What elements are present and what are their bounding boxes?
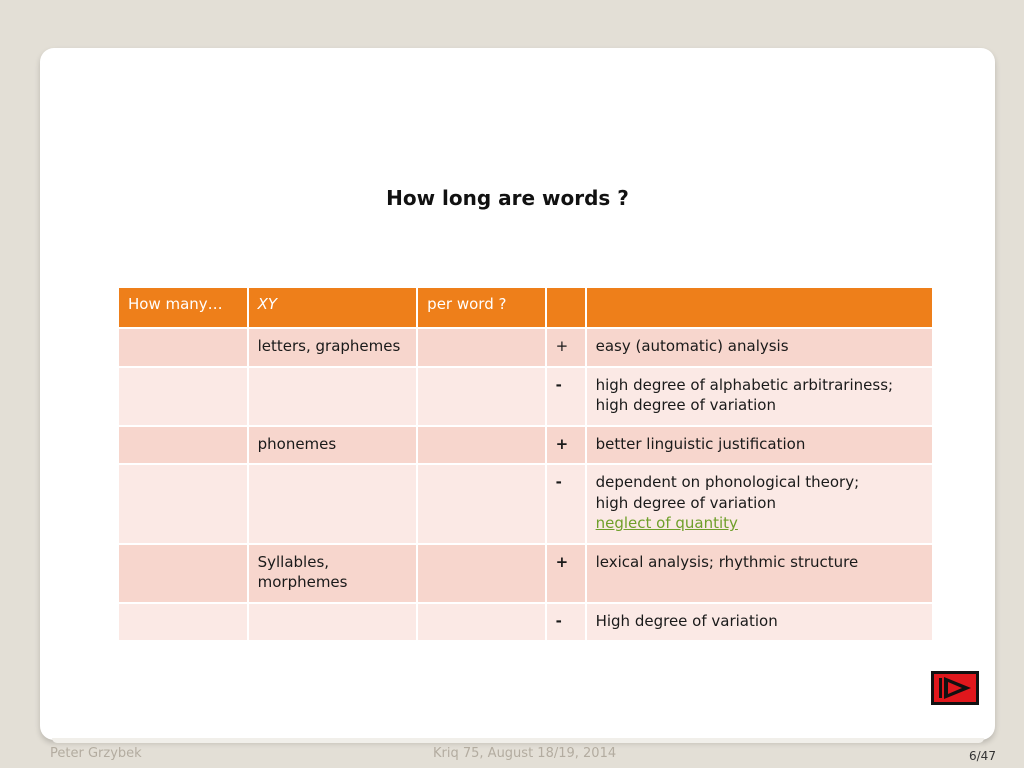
table-row	[118, 464, 933, 544]
cell-per	[417, 328, 545, 367]
neglect-of-quantity-link[interactable]: neglect of quantity	[595, 514, 738, 532]
slide-title: How long are words ?	[386, 186, 629, 210]
cell-unit	[118, 328, 248, 367]
cell-sign: -	[546, 464, 586, 544]
header-note	[586, 287, 933, 328]
table-row	[118, 328, 933, 367]
slide-shadow-band	[52, 738, 984, 743]
cell-what: letters, graphemes	[248, 328, 418, 367]
cell-note	[586, 328, 933, 367]
cell-unit	[118, 603, 248, 642]
footer-author: Peter Grzybek	[50, 746, 142, 761]
header-xy: XY	[248, 287, 418, 328]
cell-sign: +	[546, 328, 586, 367]
note-line: high degree of variation	[595, 396, 776, 414]
cell-what	[248, 464, 418, 544]
next-slide-button[interactable]	[931, 671, 979, 705]
table-row	[118, 426, 933, 465]
table-row	[118, 367, 933, 426]
note-line: high degree of alphabetic arbitrariness;	[595, 375, 894, 394]
cell-sign: -	[546, 367, 586, 426]
cell-note	[586, 367, 933, 426]
cell-sign: +	[546, 544, 586, 603]
note-line: lexical analysis; rhythmic structure	[595, 552, 859, 571]
cell-what	[248, 367, 418, 426]
note-line: High degree of variation	[595, 611, 778, 630]
cell-sign: -	[546, 603, 586, 642]
cell-unit	[118, 544, 248, 603]
note-line: better linguistic justification	[595, 434, 806, 453]
cell-unit	[118, 426, 248, 465]
cell-per	[417, 464, 545, 544]
cell-per	[417, 603, 545, 642]
cell-per	[417, 367, 545, 426]
header-how-many: How many…	[118, 287, 248, 328]
note-line: high degree of variation	[595, 493, 776, 512]
footer-page-number: 6/47	[969, 749, 996, 763]
cell-what: Syllables, morphemes	[248, 544, 418, 603]
play-next-icon	[931, 671, 979, 705]
footer-event: Kriq 75, August 18/19, 2014	[433, 746, 617, 761]
cell-sign: +	[546, 426, 586, 465]
cell-per	[417, 426, 545, 465]
cell-what: phonemes	[248, 426, 418, 465]
cell-note	[586, 426, 933, 465]
table-row	[118, 603, 933, 642]
cell-unit	[118, 367, 248, 426]
cell-what	[248, 603, 418, 642]
note-line: dependent on phonological theory;	[595, 473, 860, 491]
cell-unit	[118, 464, 248, 544]
cell-note	[586, 464, 933, 544]
table-header-row	[118, 287, 933, 328]
header-per-word: per word ?	[417, 287, 545, 328]
header-sign	[546, 287, 586, 328]
cell-note	[586, 544, 933, 603]
cell-per	[417, 544, 545, 603]
word-length-table	[117, 286, 934, 642]
cell-note	[586, 603, 933, 642]
note-line: easy (automatic) analysis	[595, 337, 789, 355]
table-row	[118, 544, 933, 603]
